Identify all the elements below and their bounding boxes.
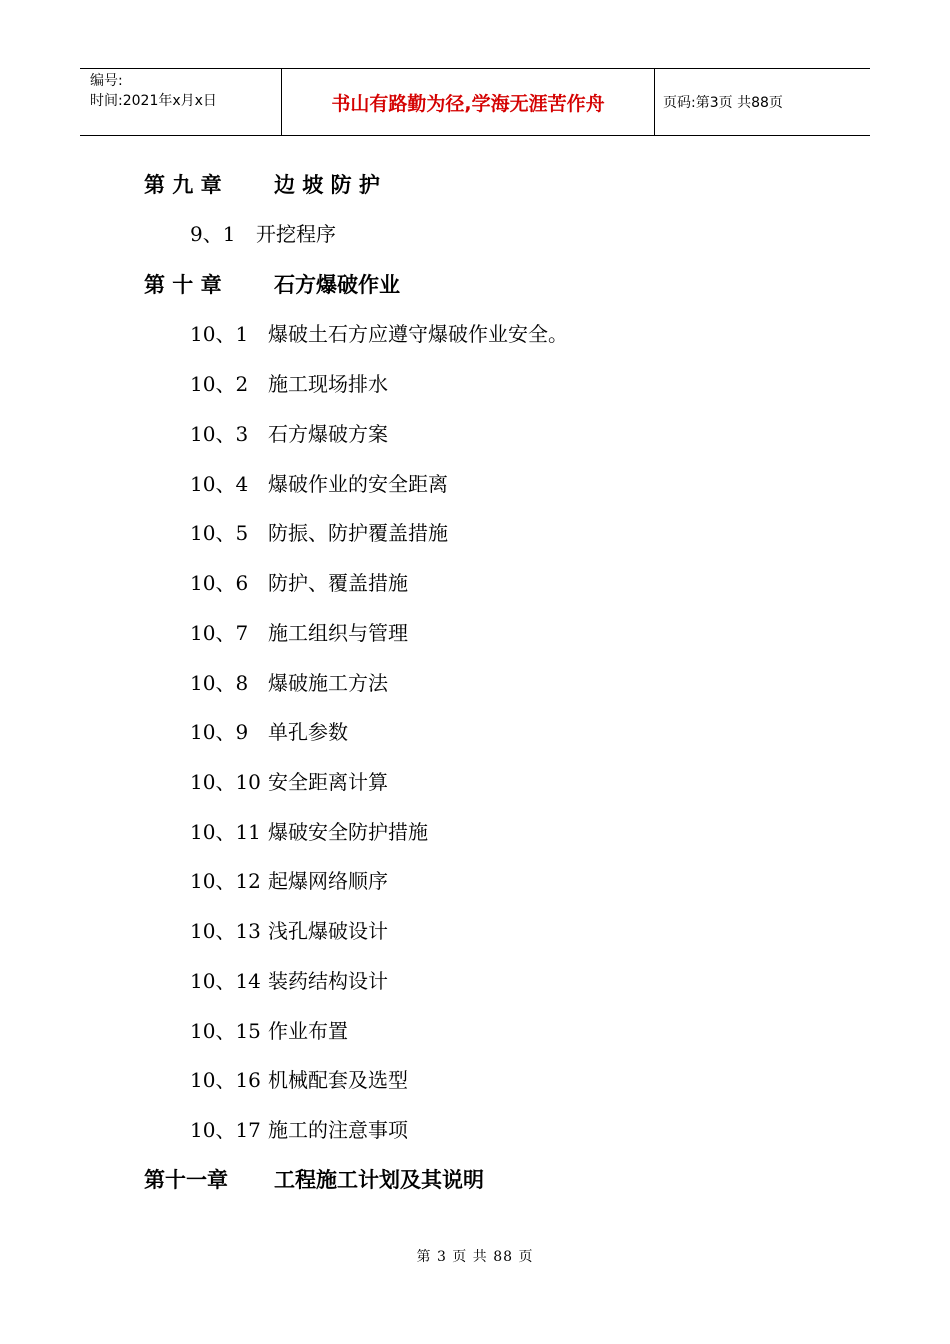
entry-number: 10、8	[190, 671, 249, 695]
chapter-title: 工程施工计划及其说明	[274, 1168, 484, 1192]
toc-entry	[190, 817, 428, 847]
entry-title: 爆破安全防护措施	[268, 820, 428, 844]
toc-entry	[190, 518, 448, 548]
entry-number: 10、12	[190, 869, 261, 893]
chapter-title: 石方爆破作业	[274, 273, 400, 297]
date-label: 时间:2021年x月x日	[90, 93, 217, 109]
entry-number: 10、4	[190, 472, 249, 496]
entry-title: 防振、防护覆盖措施	[268, 521, 448, 545]
entry-number: 10、14	[190, 969, 261, 993]
entry-number: 10、2	[190, 372, 249, 396]
entry-title: 开挖程序	[256, 222, 336, 246]
toc-chapter-9	[144, 170, 380, 200]
toc-entry	[190, 618, 408, 648]
header-motto: 书山有路勤为径,学海无涯苦作舟	[282, 69, 655, 135]
entry-number: 10、3	[190, 422, 249, 446]
toc-entry	[190, 1065, 408, 1095]
toc-entry	[190, 717, 348, 747]
toc-entry	[190, 219, 336, 249]
entry-title: 施工的注意事项	[268, 1118, 408, 1142]
entry-number: 10、15	[190, 1019, 261, 1043]
entry-number: 10、10	[190, 770, 261, 794]
entry-title: 爆破作业的安全距离	[268, 472, 448, 496]
toc-entry	[190, 568, 408, 598]
entry-title: 施工组织与管理	[268, 621, 408, 645]
entry-title: 爆破施工方法	[268, 671, 388, 695]
toc-chapter-10	[144, 270, 400, 300]
toc-entry	[190, 668, 388, 698]
chapter-number: 第十一章	[144, 1168, 228, 1192]
entry-title: 安全距离计算	[268, 770, 388, 794]
toc-entry	[190, 966, 388, 996]
entry-number: 10、13	[190, 919, 261, 943]
entry-title: 石方爆破方案	[268, 422, 388, 446]
toc-entry	[190, 1016, 348, 1046]
entry-number: 9、1	[190, 222, 236, 246]
entry-number: 10、1	[190, 322, 249, 346]
entry-title: 装药结构设计	[268, 969, 388, 993]
entry-title: 机械配套及选型	[268, 1068, 408, 1092]
toc-entry	[190, 319, 568, 349]
entry-title: 施工现场排水	[268, 372, 388, 396]
page-footer: 第 3 页 共 88 页	[416, 1249, 534, 1265]
toc-entry	[190, 369, 388, 399]
entry-title: 防护、覆盖措施	[268, 571, 408, 595]
entry-number: 10、5	[190, 521, 249, 545]
number-label: 编号:	[90, 73, 123, 89]
toc-chapter-11	[144, 1165, 484, 1195]
entry-number: 10、11	[190, 820, 261, 844]
entry-title: 单孔参数	[268, 720, 348, 744]
chapter-number: 第 九 章	[144, 173, 222, 197]
page-header	[80, 68, 870, 136]
toc-entry	[190, 916, 388, 946]
toc-entry	[190, 419, 388, 449]
entry-number: 10、9	[190, 720, 249, 744]
toc-entry	[190, 1115, 408, 1145]
entry-title: 作业布置	[268, 1019, 348, 1043]
chapter-number: 第 十 章	[144, 273, 222, 297]
chapter-title: 边 坡 防 护	[274, 173, 380, 197]
entry-number: 10、7	[190, 621, 249, 645]
entry-number: 10、6	[190, 571, 249, 595]
entry-title: 爆破土石方应遵守爆破作业安全。	[268, 322, 568, 346]
entry-title: 起爆网络顺序	[268, 869, 388, 893]
entry-number: 10、16	[190, 1068, 261, 1092]
toc-entry	[190, 767, 388, 797]
header-page-info: 页码:第3页 共88页	[663, 95, 783, 111]
header-meta-cell	[80, 69, 282, 135]
entry-title: 浅孔爆破设计	[268, 919, 388, 943]
toc-entry	[190, 469, 448, 499]
toc-entry	[190, 866, 388, 896]
entry-number: 10、17	[190, 1118, 261, 1142]
